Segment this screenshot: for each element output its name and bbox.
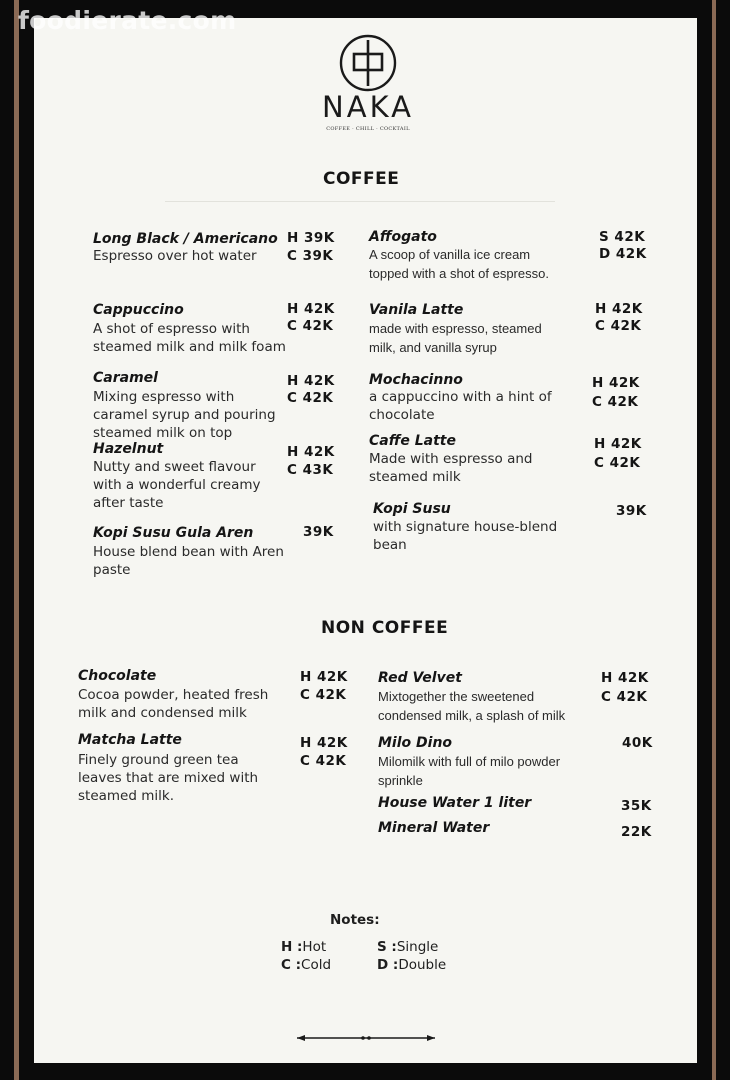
item-name: Chocolate — [78, 668, 157, 684]
item-desc: with signature house-blend bean — [373, 519, 558, 553]
item-desc: made with espresso, steamed milk, and vanilla syrup — [369, 321, 542, 355]
item-price: C 39K — [287, 248, 334, 264]
notes-title: Notes: — [330, 912, 380, 928]
item-desc: Mixing espresso with caramel syrup and pouring steamed milk on top — [93, 389, 276, 441]
item-price: H 42K — [601, 670, 649, 686]
item-price: C 42K — [300, 753, 347, 769]
left-accent-bar — [14, 0, 19, 1080]
item-price: 40K — [622, 735, 653, 751]
item-name: Red Velvet — [378, 670, 462, 686]
section-title-non-coffee: NON COFFEE — [321, 618, 449, 638]
item-desc: Milomilk with full of milo powder sprinkle — [378, 754, 561, 788]
item-price: C 42K — [592, 394, 639, 410]
note-single: S :Single — [377, 939, 439, 955]
naka-logo-icon — [339, 34, 397, 92]
item-desc: Cocoa powder, heated fresh milk and condensed milk — [78, 687, 269, 721]
item-desc: Finely ground green tea leaves that are mixed with steamed milk. — [78, 752, 259, 804]
item-price: H 39K — [287, 230, 335, 246]
item-desc: A scoop of vanilla ice cream topped with a shot of espresso. — [369, 247, 549, 281]
item-price: C 42K — [300, 687, 347, 703]
item-name: Cappuccino — [93, 302, 184, 318]
item-price: 39K — [303, 524, 334, 540]
item-name: Long Black / Americano — [93, 231, 278, 247]
item-name: Mochacinno — [369, 372, 463, 388]
item-desc: Mixtogether the sweetened condensed milk, a splash of milk — [378, 689, 566, 723]
item-name: Vanila Latte — [369, 302, 464, 318]
item-name: Kopi Susu Gula Aren — [93, 525, 254, 541]
item-name: Milo Dino — [378, 735, 453, 751]
item-desc: Nutty and sweet flavour with a wonderful creamy after taste — [93, 459, 261, 511]
item-price: H 42K — [300, 735, 348, 751]
item-desc: A shot of espresso with steamed milk and milk foam — [93, 321, 286, 355]
note-cold: C :Cold — [281, 957, 332, 973]
section-title-coffee: COFFEE — [323, 169, 400, 189]
item-price: H 42K — [287, 444, 335, 460]
item-name: Caramel — [93, 370, 158, 386]
item-price: 35K — [621, 798, 652, 814]
item-price: S 42K — [599, 229, 646, 245]
item-name: Matcha Latte — [78, 732, 182, 748]
item-desc: Made with espresso and steamed milk — [369, 451, 533, 485]
item-name: House Water 1 liter — [378, 795, 532, 811]
brand-name: NAKA — [322, 90, 414, 124]
section-divider — [165, 201, 555, 202]
item-price: C 42K — [601, 689, 648, 705]
item-price: 22K — [621, 824, 652, 840]
divider-ornament-icon — [295, 1030, 437, 1046]
item-price: C 43K — [287, 462, 334, 478]
item-price: H 42K — [592, 375, 640, 391]
note-double: D :Double — [377, 957, 447, 973]
item-price: C 42K — [287, 390, 334, 406]
item-name: Hazelnut — [93, 441, 164, 457]
note-hot: H :Hot — [281, 939, 327, 955]
brand-tagline: COFFEE · CHILL · COCKTAIL — [326, 126, 410, 132]
item-price: H 42K — [595, 301, 643, 317]
item-desc: Espresso over hot water — [93, 248, 257, 264]
item-desc: House blend bean with Aren paste — [93, 544, 284, 578]
item-price: D 42K — [599, 246, 647, 262]
item-name: Kopi Susu — [373, 501, 451, 517]
item-name: Caffe Latte — [369, 433, 456, 449]
item-price: 39K — [616, 503, 647, 519]
item-price: H 42K — [287, 301, 335, 317]
item-price: H 42K — [594, 436, 642, 452]
item-price: H 42K — [300, 669, 348, 685]
item-price: C 42K — [594, 455, 641, 471]
item-name: Affogato — [369, 229, 437, 245]
item-price: C 42K — [287, 318, 334, 334]
item-desc: a cappuccino with a hint of chocolate — [369, 389, 552, 423]
watermark-text: foodierate.com — [18, 6, 237, 35]
item-price: C 42K — [595, 318, 642, 334]
item-price: H 42K — [287, 373, 335, 389]
right-accent-bar — [712, 0, 716, 1080]
item-name: Mineral Water — [378, 820, 490, 836]
